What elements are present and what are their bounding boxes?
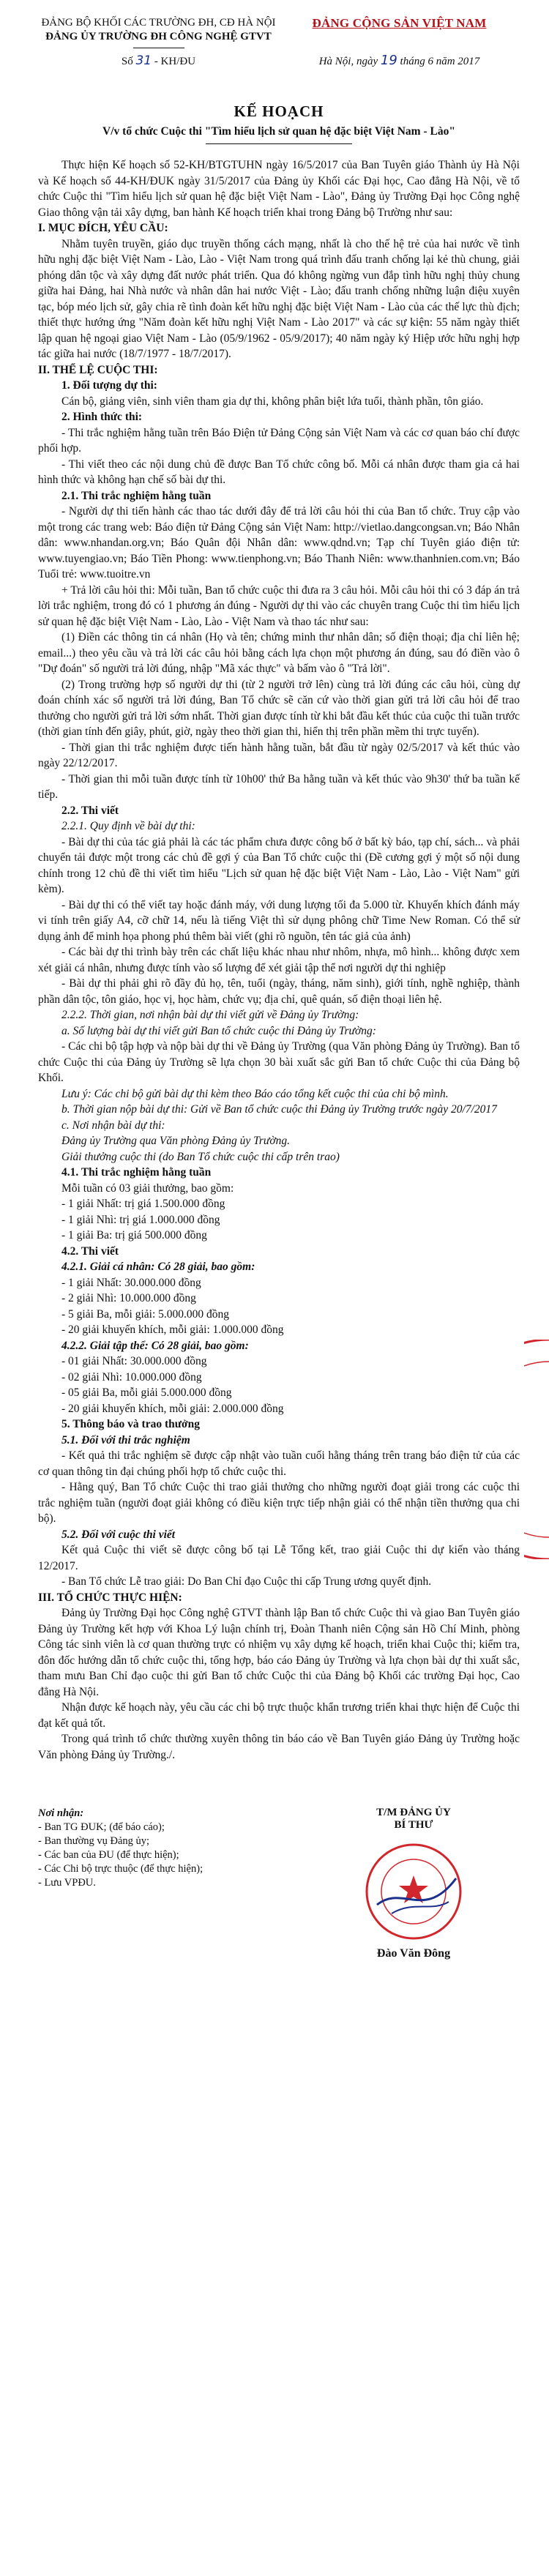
- body-paragraph: - 1 giải Nhì: trị giá 1.000.000 đồng: [61, 1213, 220, 1226]
- subsection-heading: 2.1. Thi trắc nghiệm hằng tuần: [61, 489, 212, 502]
- subsection-heading: 5.2. Đối với cuộc thi viết: [61, 1528, 176, 1541]
- signer-role-1: T/M ĐẢNG ỦY: [376, 1807, 451, 1818]
- date-suffix: tháng 6 năm 2017: [400, 56, 480, 67]
- body-paragraph: - 20 giải khuyến khích, mỗi giải: 2.000.000 đồng: [61, 1402, 284, 1415]
- signer-name: Đào Văn Đông: [376, 1947, 451, 1960]
- subsection-heading: 4.2.1. Giải cá nhân: Có 28 giải, bao gồm:: [61, 1261, 255, 1273]
- body-paragraph: - Thời gian thi trắc nghiệm được tiến hành hằng tuần, bắt đầu từ ngày 02/5/2017 và kết thúc vào ngày 22/12/2017.: [38, 741, 520, 769]
- italic-paragraph: c. Nơi nhận bài dự thi:: [61, 1119, 165, 1132]
- section-heading: II. THỂ LỆ CUỘC THI:: [38, 363, 158, 376]
- signer-role-2: BÍ THƯ: [394, 1819, 433, 1831]
- doc-number-handwritten: 31: [135, 53, 152, 68]
- italic-paragraph: a. Số lượng bài dự thi viết gửi Ban tổ chức cuộc thi Đảng ủy Trường:: [61, 1024, 376, 1037]
- recipients-list: [38, 1821, 228, 1890]
- body-paragraph: - 05 giải Ba, mỗi giải 5.000.000 đồng: [61, 1386, 232, 1399]
- body-paragraph: Đảng ủy Trường Đại học Công nghệ GTVT thành lập Ban tổ chức Cuộc thi và giao Ban Tuyên giáo Đảng ủy Trường kết hợp với Khoa Lý luận chính trị, Đoàn Thanh niên Cộng sản Hồ Chí Minh, phòng Công tác sinh viên là cơ quan thường trực có nhiệm vụ xây dựng kế hoạch, triển khai Cuộc thi; kiểm tra, đôn đốc hướng dẫn tổ chức cuộc thi, tổng hợp, báo cáo Đảng ủy Trường và lựa chọn bài dự thi xuất sắc, tham mưu Ban Chỉ đạo cuộc thi gửi Ban tổ chức Cuộc thi của Đảng bộ Khối các trường Đại học, Cao đẳng Hà Nội.: [38, 1607, 520, 1698]
- subsection-heading: 2. Hình thức thi:: [61, 411, 143, 423]
- body-paragraph: - Thi trắc nghiệm hằng tuần trên Báo Điện tử Đảng Cộng sản Việt Nam và các cơ quan báo chí được phối hợp.: [38, 426, 520, 455]
- official-seal: [362, 1840, 465, 1943]
- recipient-item: - Các ban của ĐU (để thực hiện);: [38, 1849, 179, 1861]
- body-paragraph: Trong quá trình tổ chức thường xuyên thông tin báo cáo về Ban Tuyên giáo Đảng ủy Trường hoặc Văn phòng Đảng ủy Trường./.: [38, 1733, 520, 1761]
- body-paragraph: (1) Điền các thông tin cá nhân (Họ và tên; chứng minh thư nhân dân; số điện thoại; địa chỉ liên hệ; email...) theo yêu cầu và trả lời các câu hỏi bằng cách lựa chọn một phương án đúng, sau đó điền vào ô "Dự đoán" số người trả lời đúng, nhập "Mã xác thực" và bấm vào ô "Trả lời".: [38, 631, 520, 675]
- body-paragraph: Nhằm tuyên truyền, giáo dục truyền thống cách mạng, nhất là cho thế hệ trẻ của hai nước về tình hữu nghị đặc biệt Việt Nam - Lào, Lào - Việt Nam trong quá trình đấu tranh chống lại kẻ thù chung, giải phóng dân tộc và xây dựng đất nước phát triển. Qua đó không ngừng vun đắp tình hữu nghị thủy chung giữa hai Đảng, hai Nhà nước và nhân dân hai nước Việt - Lào; đấu tranh chống những luận điệu xuyên tạc, bóp méo lịch sử, gây chia rẽ tình đoàn kết hữu nghị đặc biệt Việt Nam - Lào của các thế lực thù địch; thiết thực hướng ứng "Năm đoàn kết hữu nghị Việt Nam - Lào 2017" và các sự kiện: 55 năm ngày thiết lập quan hệ ngoại giao Việt Nam - Lào (05/9/1962 - 05/9/2017); 40 năm ngày ký Hiệp ước hữu nghị hợp tác giữa hai nước (18/7/1977 - 18/7/2017).: [38, 237, 520, 360]
- body-paragraph: Thực hiện Kế hoạch số 52-KH/BTGTUHN ngày 16/5/2017 của Ban Tuyên giáo Thành ủy Hà Nội và Kế hoạch số 44-KH/ĐUK ngày 31/5/2017 của Đảng ủy Khối các Đại học, Cao đẳng Hà Nội, về tổ chức Cuộc thi "Tìm hiểu lịch sử quan hệ đặc biệt Việt Nam - Lào", Đảng ủy Trường Đại học Công nghệ Giao thông vận tải xây dựng, ban hành Kế hoạch triển khai trong Đảng bộ Trường như sau:: [38, 159, 520, 219]
- body-paragraph: - Các bài dự thi trình bày trên các chất liệu khác nhau như nhôm, nhựa, mô hình... không được xem xét giải cá nhân, nhưng được tính vào số lượng để xét giải tập thể nơi người dự thi nghiệp: [38, 946, 520, 974]
- body-paragraph: - Thời gian thi mỗi tuần được tính từ 10h00' thứ Ba hằng tuần và kết thúc vào 9h30' thứ ba tuần kế tiếp.: [38, 772, 520, 801]
- subtitle-divider: [206, 143, 352, 144]
- subsection-heading: 1. Đối tượng dự thi:: [61, 379, 157, 392]
- document-subtitle: V/v tổ chức Cuộc thi "Tìm hiểu lịch sử quan hệ đặc biệt Việt Nam - Lào": [102, 125, 455, 138]
- issuing-organization: [38, 16, 279, 69]
- recipient-item: - Lưu VPĐU.: [38, 1877, 96, 1889]
- body-paragraph: - 1 giải Ba: trị giá 500.000 đồng: [61, 1229, 207, 1242]
- subsection-heading: 4.1. Thi trắc nghiệm hằng tuần: [61, 1166, 212, 1179]
- doc-number-suffix: - KH/ĐU: [154, 56, 196, 67]
- subsection-heading: 4.2.2. Giải tập thể: Có 28 giải, bao gồm:: [61, 1339, 249, 1352]
- body-paragraph: - Kết quả thi trắc nghiệm sẽ được cập nhật vào tuần cuối hằng tháng trên trang báo điện tử của các cơ quan thông tin đại chúng phối hợp tổ chức cuộc thi.: [38, 1449, 520, 1478]
- body-paragraph: - Ban Tổ chức Lễ trao giải: Do Ban Chỉ đạo Cuộc thi cấp Trung ương quyết định.: [61, 1575, 432, 1588]
- body-paragraph: - 5 giải Ba, mỗi giải: 5.000.000 đồng: [61, 1307, 230, 1321]
- document-body: [38, 157, 520, 1763]
- section-heading: I. MỤC ĐÍCH, YÊU CẦU:: [38, 222, 168, 234]
- date-day-handwritten: 19: [380, 53, 397, 68]
- body-paragraph: Nhận được kế hoạch này, yêu cầu các chi bộ trực thuộc khẩn trương triển khai thực hiện để Cuộc thi đạt kết quả tốt.: [38, 1701, 520, 1730]
- body-paragraph: - 01 giải Nhất: 30.000.000 đồng: [61, 1355, 207, 1367]
- party-title: ĐẢNG CỘNG SẢN VIỆT NAM: [312, 16, 487, 30]
- section-heading: III. TỔ CHỨC THỰC HIỆN:: [38, 1591, 182, 1604]
- seal-icon: [362, 1840, 465, 1943]
- subsection-heading: 5. Thông báo và trao thưởng: [61, 1418, 200, 1430]
- doc-number-prefix: Số: [121, 56, 133, 67]
- body-paragraph: Mỗi tuần có 03 giải thưởng, bao gồm:: [61, 1181, 234, 1195]
- italic-paragraph: Giải thưởng cuộc thi (do Ban Tổ chức cuộc thi cấp trên trao): [61, 1150, 340, 1163]
- italic-paragraph: Lưu ý: Các chi bộ gửi bài dự thi kèm theo Báo cáo tổng kết cuộc thi của chi bộ mình.: [61, 1087, 449, 1100]
- document-footer: [38, 1807, 520, 1960]
- body-paragraph: (2) Trong trường hợp số người dự thi (từ 2 người trở lên) cùng trả lời đúng các câu hỏi, cùng dự đoán chính xác số người trả lời đúng, Ban Tổ chức sẽ căn cứ vào thời gian gửi trả lời câu hỏi để trao thưởng cho người gửi trả lời sớm nhất. Thời gian được tính từ khi bắt đầu kết thúc của cuộc thi tuần trước (thời gian tính đến giây, phút, giờ, ngày theo thời gian thi, hiển thị trên phần mềm thi trực tuyến).: [38, 678, 520, 738]
- party-block: [279, 16, 520, 69]
- body-paragraph: - 2 giải Nhì: 10.000.000 đồng: [61, 1292, 196, 1304]
- date-prefix: Hà Nội, ngày: [318, 56, 378, 67]
- subsection-heading: 5.1. Đối với thi trắc nghiệm: [61, 1433, 190, 1446]
- body-paragraph: Kết quả Cuộc thi viết sẽ được công bố tại Lễ Tổng kết, trao giải Cuộc thi dự kiến vào tháng 12/2017.: [38, 1544, 520, 1572]
- body-paragraph: - Người dự thi tiến hành các thao tác dưới đây để trả lời câu hỏi thi của Ban tổ chức. Truy cập vào một trong các trang web: Báo điện tử Đảng Cộng sản Việt Nam: http://vietlao.dangcongsan.vn; Báo Nhân dân: www.nhandan.org.vn; Báo Quân đội Nhân dân: www.qdnd.vn; Tạp chí Tuyên giáo điện tử: www.tuyengiao.vn; Báo Tiền Phong: www.tienphong.vn; Báo Thanh Niên: www.thanhnien.com.vn; Báo Tuổi trẻ: www.tuoitre.vn: [38, 505, 520, 580]
- body-paragraph: - Bài dự thi có thể viết tay hoặc đánh máy, với dung lượng tối đa 5.000 từ. Khuyến khích đánh máy vi tính trên giấy A4, cỡ chữ 14, nếu là tiếng Việt thì sử dụng phông chữ Time New Roman. Có thể sử dụng ảnh để minh họa phong phú thêm bài viết (ghi rõ nguồn, tên tác giả của ảnh): [38, 898, 520, 943]
- recipient-item: - Ban TG ĐUK; (để báo cáo);: [38, 1821, 165, 1833]
- body-paragraph: Cán bộ, giảng viên, sinh viên tham gia dự thi, không phân biệt lứa tuổi, thành phần, tôn giáo.: [61, 395, 484, 408]
- document-header: [38, 16, 520, 69]
- body-paragraph: - 1 giải Nhất: trị giá 1.500.000 đồng: [61, 1198, 225, 1210]
- document-date: [279, 53, 520, 68]
- body-paragraph: - Hằng quý, Ban Tổ chức Cuộc thi trao giải thưởng cho những người đoạt giải trong các cuộc thi trắc nghiệm tuần (người đoạt giải không có điều kiện trực tiếp nhận giải có thể nhận tiền thưởng qua chi bộ).: [38, 1481, 520, 1525]
- body-paragraph: - Thi viết theo các nội dung chủ đề được Ban Tổ chức công bố. Mỗi cá nhân được tham gia cả hai hình thức và không hạn chế số bài dự thi.: [38, 458, 520, 486]
- body-paragraph: - 20 giải khuyến khích, mỗi giải: 1.000.000 đồng: [61, 1324, 284, 1336]
- body-paragraph: - 1 giải Nhất: 30.000.000 đồng: [61, 1276, 201, 1289]
- org-line-2: ĐẢNG ỦY TRƯỜNG ĐH CÔNG NGHỆ GTVT: [45, 31, 272, 42]
- org-line-1: ĐẢNG BỘ KHỐI CÁC TRƯỜNG ĐH, CĐ HÀ NỘI: [41, 17, 276, 29]
- subsection-heading: 4.2. Thi viết: [61, 1244, 119, 1258]
- body-paragraph: - Các chi bộ tập hợp và nộp bài dự thi về Đảng ủy Trường (qua Văn phòng Đảng ủy Trường). Ban tổ chức Cuộc thi của Đảng ủy Trường sẽ lựa chọn 30 bài xuất sắc gửi Ban tổ chức Cuộc thi của Đảng bộ Khối.: [38, 1040, 520, 1084]
- recipient-item: - Các Chi bộ trực thuộc (để thực hiện);: [38, 1863, 203, 1875]
- body-paragraph: - Bài dự thi phải ghi rõ đầy đủ họ, tên, tuổi (ngày, tháng, năm sinh), giới tính, nghề nghiệp, thành phần dân tộc, tôn giáo, học vị, học hàm, chức vụ; địa chỉ, quê quán, số điện thoại liên hệ.: [38, 977, 520, 1006]
- italic-paragraph: b. Thời gian nộp bài dự thi: Gửi về Ban tổ chức cuộc thi Đảng ủy Trường trước ngày 20/7/2017: [61, 1103, 497, 1116]
- recipients-title: Nơi nhận:: [38, 1807, 84, 1819]
- body-paragraph: + Trả lời câu hỏi thi: Mỗi tuần, Ban tổ chức cuộc thi đưa ra 3 câu hỏi. Mỗi câu hỏi thi có 3 đáp án trả lời trắc nghiệm, trong đó có 1 phương án đúng - Người dự thi vào các chuyên trang Cuộc thi tìm hiểu lịch sử quan hệ đặc biệt Việt Nam - Lào, Lào - Việt Nam và thao tác như sau:: [38, 583, 520, 628]
- page-edge-seal-icon: [524, 1340, 549, 1559]
- subsection-heading: 2.2. Thi viết: [61, 804, 119, 817]
- recipient-item: - Ban thường vụ Đảng ủy;: [38, 1835, 150, 1847]
- document-title: KẾ HOẠCH: [234, 102, 324, 120]
- italic-paragraph: 2.2.2. Thời gian, nơi nhận bài dự thi viết gửi về Đảng ủy Trường:: [61, 1009, 359, 1021]
- body-paragraph: - Bài dự thi của tác giả phải là các tác phẩm chưa được công bố ở bất kỳ báo, tạp chí, sách... và phải chuyển tải được một trong các chủ đề gợi ý của Ban Tổ chức cuộc thi (Đề cương gợi ý một số nội dung chính trong 12 chủ đề thi viết tìm hiểu "Lịch sử quan hệ đặc biệt Việt Nam - Lào, Lào - Việt Nam" gửi kèm).: [38, 835, 520, 895]
- italic-paragraph: 2.2.1. Quy định về bài dự thi:: [61, 820, 195, 832]
- document-number: [38, 54, 279, 69]
- body-paragraph: - 02 giải Nhì: 10.000.000 đồng: [61, 1370, 202, 1384]
- italic-paragraph: Đảng ủy Trường qua Văn phòng Đảng ủy Trường.: [61, 1135, 291, 1147]
- signature-block: [307, 1807, 520, 1960]
- recipients-block: [38, 1807, 228, 1960]
